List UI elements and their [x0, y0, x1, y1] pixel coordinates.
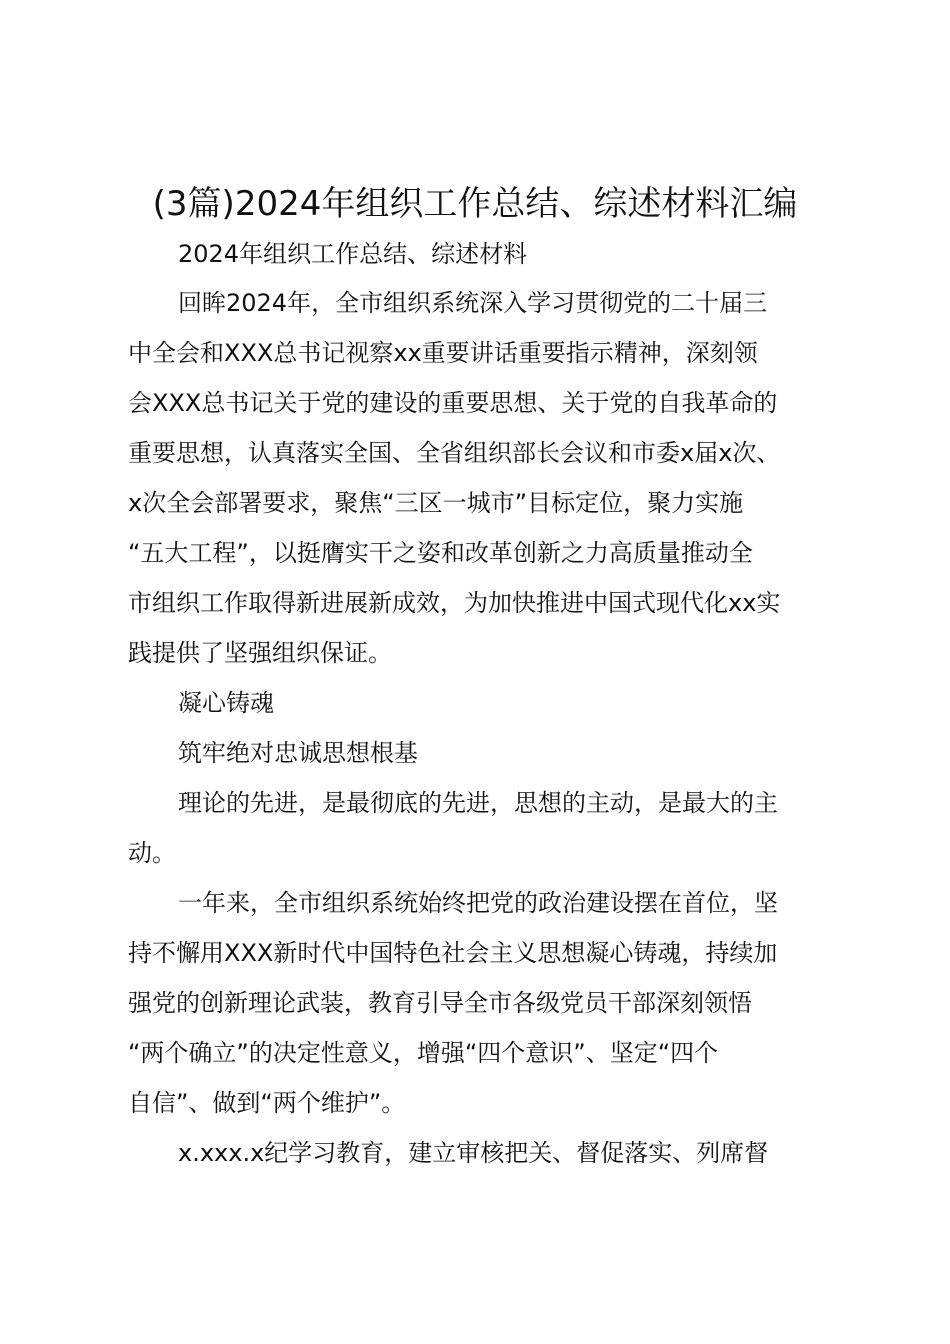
paragraph-line: 一年来，全市组织系统始终把党的政治建设摆在首位，坚 [178, 889, 778, 917]
paragraph-line: 自信”、做到“两个维护”。 [128, 1089, 406, 1117]
paragraph-line: 重要思想，认真落实全国、全省组织部长会议和市委x届x次、 [128, 439, 781, 467]
document-title: (3篇)2024年组织工作总结、综述材料汇编 [152, 184, 798, 224]
subtitle-line: 2024年组织工作总结、综述材料 [178, 240, 528, 268]
paragraph-line: 持不懈用XXX新时代中国特色社会主义思想凝心铸魂，持续加 [128, 939, 778, 967]
section-subheading: 筑牢绝对忠诚思想根基 [178, 739, 418, 767]
paragraph-line: “五大工程”，以挺膺实干之姿和改革创新之力高质量推动全 [128, 539, 753, 567]
paragraph-line: 强党的创新理论武装，教育引导全市各级党员干部深刻领悟 [128, 989, 752, 1017]
paragraph-line: 回眸2024年，全市组织系统深入学习贯彻党的二十届三 [178, 289, 768, 317]
paragraph-line: 践提供了坚强组织保证。 [128, 639, 392, 667]
paragraph-line: 理论的先进，是最彻底的先进，思想的主动，是最大的主 [178, 789, 778, 817]
paragraph-line: “两个确立”的决定性意义，增强“四个意识”、坚定“四个 [128, 1039, 719, 1067]
paragraph-line: 市组织工作取得新进展新成效，为加快推进中国式现代化xx实 [128, 589, 781, 617]
section-heading: 凝心铸魂 [178, 689, 274, 717]
paragraph-line: 会XXX总书记关于党的建设的重要思想、关于党的自我革命的 [128, 389, 778, 417]
paragraph-line: 动。 [128, 839, 176, 867]
paragraph-line: x次全会部署要求，聚焦“三区一城市”目标定位，聚力实施 [128, 489, 744, 517]
paragraph-line: x.xxx.x纪学习教育，建立审核把关、督促落实、列席督 [178, 1139, 769, 1167]
paragraph-line: 中全会和XXX总书记视察xx重要讲话重要指示精神，深刻领 [128, 339, 758, 367]
